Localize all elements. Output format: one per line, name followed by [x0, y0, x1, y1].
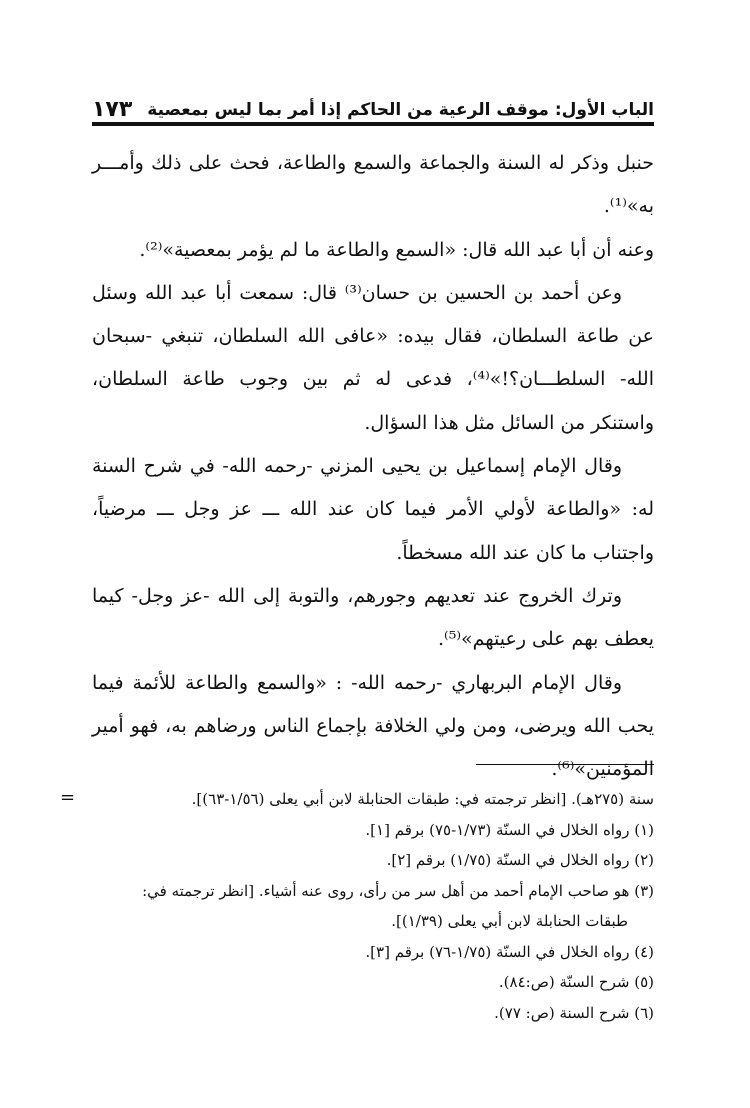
body-paragraph: وترك الخروج عند تعديهم وجورهم، والتوبة إلى الله -عز وجل- كيما يعطف بهم على رعيتهم»⁽⁵⁾. — [92, 584, 654, 651]
body-paragraph: وقال الإمام البربهاري -رحمه الله- : «والسمع والطاعة للأئمة فيما يحب الله ويرضى، ومن ولي الخلافة بإجماع الناس ورضاهم به، فهو أمير المؤمنين»⁽⁶⁾. — [92, 671, 654, 781]
footnote-line: (١) رواه الخلال في السنّة (١/٧٣-٧٥) برقم [١]. — [365, 820, 654, 839]
footnote-separator — [476, 764, 654, 765]
footnote-continuation-mark: = — [60, 787, 76, 808]
footnotes — [92, 784, 654, 1028]
book-page — [60, 78, 654, 1058]
footnote-line: (٦) شرح السنة (ص: ٧٧). — [494, 1003, 654, 1022]
footnote-line: سنة (٢٧٥هـ). [انظر ترجمته في: طبقات الحنابلة لابن أبي يعلى (١/٥٦-٦٣)]. — [191, 790, 654, 808]
footnote-line: (٤) رواه الخلال في السنّة (١/٧٥-٧٦) برقم [٣]. — [365, 942, 654, 961]
footnote-line: (٢) رواه الخلال في السنّة (١/٧٥) برقم [٢]. — [386, 851, 654, 869]
footnote-line: (٣) هو صاحب الإمام أحمد من أهل سر من رأى، روى عنه أشياء. [انظر ترجمته في: — [142, 881, 654, 900]
body-paragraph: حنبل وذكر له السنة والجماعة والسمع والطاعة، فحث على ذلك وأمـــر به»⁽¹⁾. — [92, 152, 654, 218]
running-header — [92, 78, 654, 122]
body-paragraph: وقال الإمام إسماعيل بن يحيى المزني -رحمه الله- في شرح السنة له: «والطاعة لأولي الأمر فيما كان عند الله ـــ عز وجل ـــ مرضياً، واجتناب ما كان عند الله مسخطاً. — [92, 455, 654, 564]
body-paragraph: وعنه أن أبا عبد الله قال: «السمع والطاعة ما لم يؤمر بمعصية»⁽²⁾. — [139, 238, 654, 261]
main-text — [92, 142, 654, 791]
page-number: ١٧٣ — [92, 97, 133, 122]
header-rule — [92, 122, 654, 126]
footnote-line: (٥) شرح السنّة (ص:٨٤). — [498, 973, 654, 991]
footnote-line: طبقات الحنابلة لابن أبي يعلى (١/٣٩)]. — [391, 912, 628, 930]
chapter-title: الباب الأول: موقف الرعية من الحاكم إذا أمر بما ليس بمعصية — [147, 100, 654, 120]
body-paragraph: وعن أحمد بن الحسين بن حسان⁽³⁾ قال: سمعت أبا عبد الله وسئل عن طاعة السلطان، فقال بيده: «عافى الله السلطان، تنبغي -سبحان الله- السلطـــان؟!»⁽⁴⁾، فدعى له ثم بين وجوب طاعة السلطان، واستنكر من السائل مثل هذا السؤال. — [92, 281, 654, 434]
